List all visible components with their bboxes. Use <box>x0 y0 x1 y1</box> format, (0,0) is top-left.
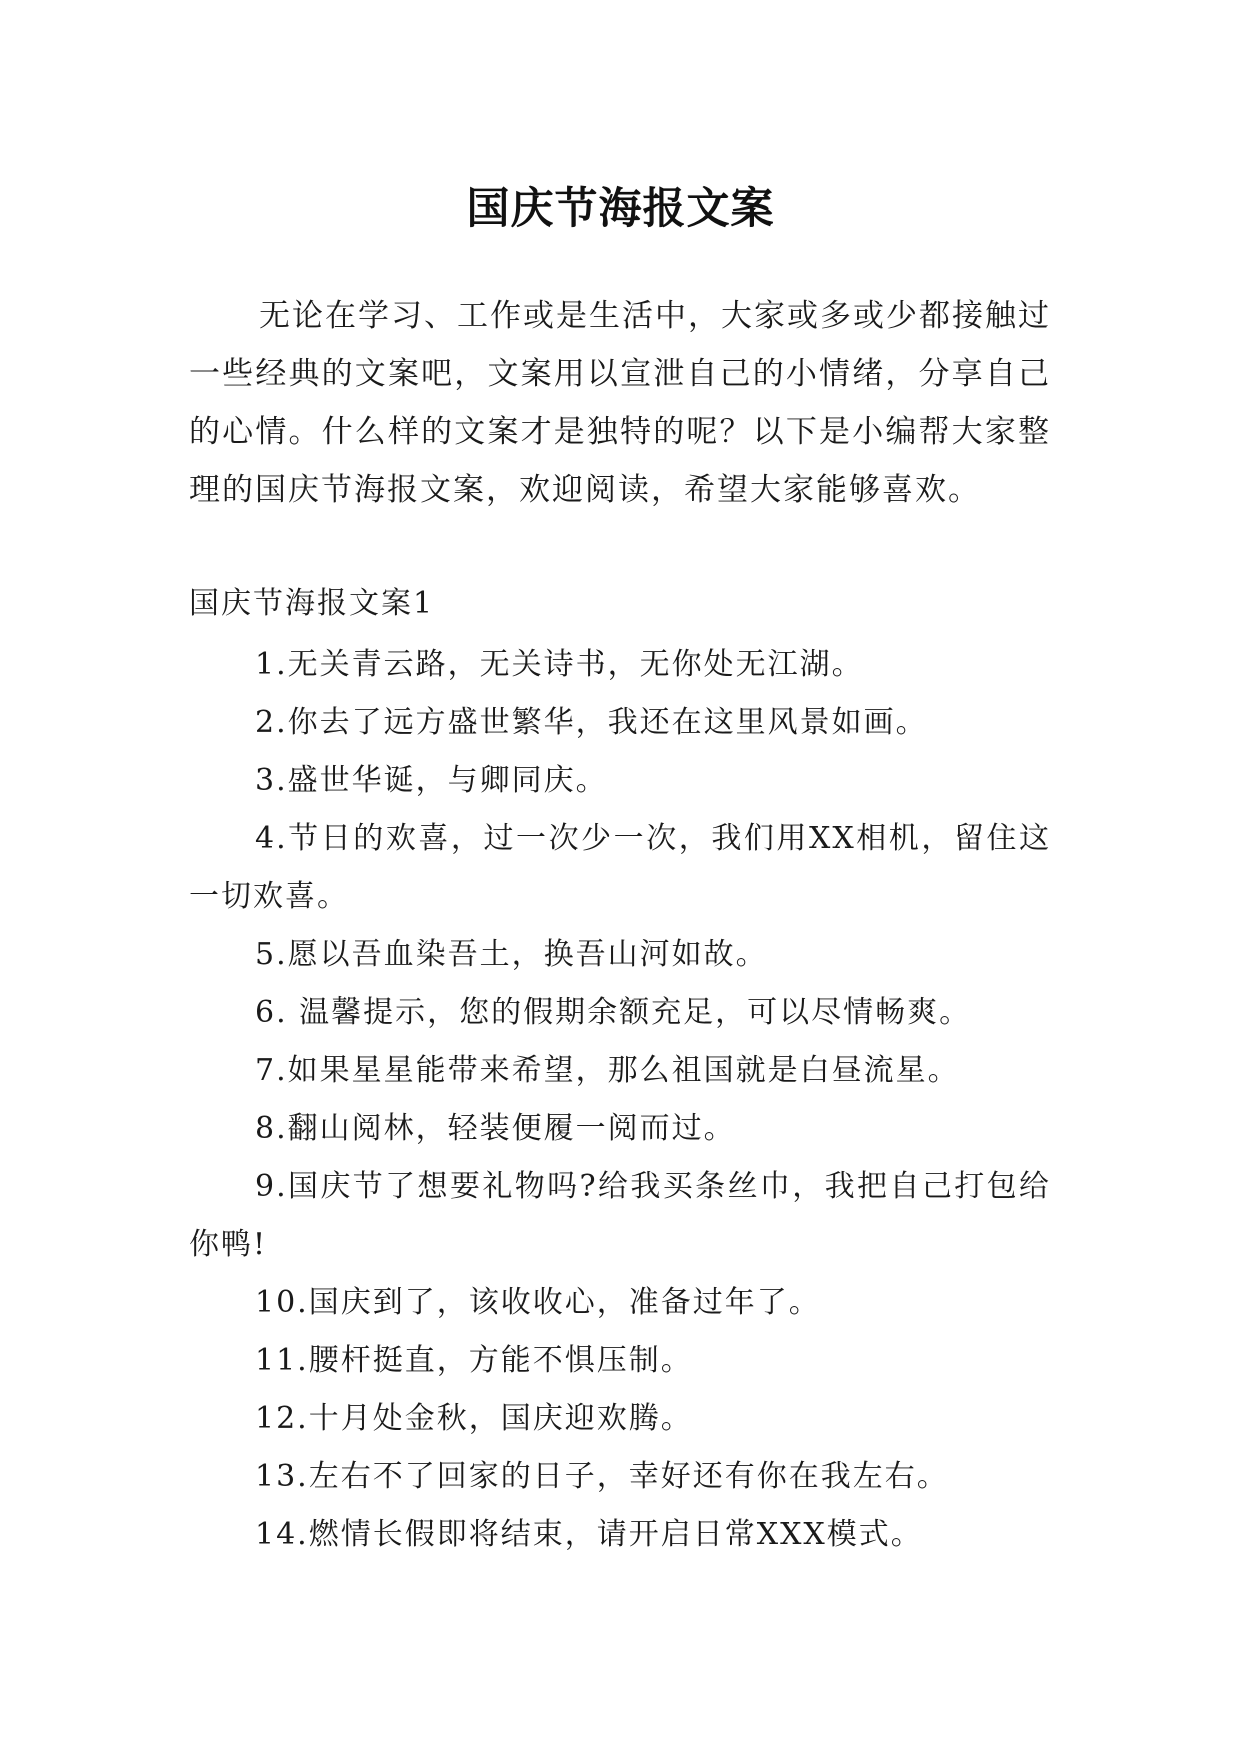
list-item: 13.左右不了回家的日子，幸好还有你在我左右。 <box>255 1459 949 1494</box>
list-item: 6. 温馨提示，您的假期余额充足，可以尽情畅爽。 <box>255 995 972 1030</box>
document-title: 国庆节海报文案 <box>466 183 775 234</box>
list-item: 11.腰杆挺直，方能不惧压制。 <box>255 1343 693 1378</box>
slogan-list <box>189 636 1051 1564</box>
intro-paragraph: 无论在学习、工作或是生活中，大家或多或少都接触过一些经典的文案吧，文案用以宣泄自己的小情绪，分享自己的心情。什么样的文案才是独特的呢？以下是小编帮大家整理的国庆节海报文案，欢迎阅读，希望大家能够喜欢。 <box>189 298 1051 508</box>
list-item: 7.如果星星能带来希望，那么祖国就是白昼流星。 <box>255 1053 960 1088</box>
list-item: 8.翻山阅林，轻装便履一阅而过。 <box>255 1111 736 1146</box>
list-item: 4.节日的欢喜，过一次少一次，我们用XX相机，留住这一切欢喜。 <box>189 821 1051 914</box>
list-item: 1.无关青云路，无关诗书，无你处无江湖。 <box>255 647 864 682</box>
list-item: 14.燃情长假即将结束，请开启日常XXX模式。 <box>255 1517 923 1552</box>
section-heading: 国庆节海报文案1 <box>189 586 435 621</box>
list-item: 5.愿以吾血染吾土，换吾山河如故。 <box>255 937 768 972</box>
list-item: 9.国庆节了想要礼物吗?给我买条丝巾，我把自己打包给你鸭! <box>189 1169 1051 1262</box>
list-item: 12.十月处金秋，国庆迎欢腾。 <box>255 1401 693 1436</box>
list-item: 10.国庆到了，该收收心，准备过年了。 <box>255 1285 821 1320</box>
list-item: 3.盛世华诞，与卿同庆。 <box>255 763 608 798</box>
list-item: 2.你去了远方盛世繁华，我还在这里风景如画。 <box>255 705 928 740</box>
